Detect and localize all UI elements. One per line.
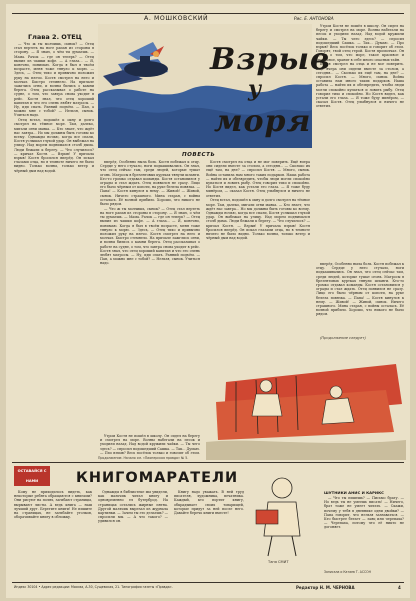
story-title-line1: Взрыв bbox=[210, 42, 331, 77]
story-column-2 bbox=[100, 160, 200, 430]
story-column-6 bbox=[316, 262, 404, 332]
feature-col1-text: Кому не приходилось видеть, как некоторые ребята обращаются с книгами? Они рисуют на полях, загибают страницы, вырывают листы. А ведь книга — наш лучший друг. Берегите книги! Не пишите на страницах, не загибайте уголков, оборачивайте книгу в обложку. bbox=[14, 490, 92, 520]
story-col4b-text: Костя смотрел на отца и не мог поверить. Ещё вчера они сидели вместе за столом, а сегодня... — Сколько их ещё там, на дне? — спросил Костя. — Много, сынок. Война оставила нам много таких подарков. Наша работа — найти их и обезвредить, чтобы люди могли спокойно купаться и ловить рыбу. Отец говорил тихо и спокойно. Но Костя видел, как устали его глаза. — Я тоже буду минёром, — сказал Костя. Отец улыбнулся и ничего не ответил. bbox=[316, 62, 404, 109]
section-divider bbox=[12, 462, 404, 463]
chapter-heading: Глава 2. ОТЕЦ bbox=[28, 33, 82, 41]
page-number: 4 bbox=[398, 585, 401, 590]
feature-signature: Таня СМИТ bbox=[268, 560, 289, 564]
jokes-column bbox=[324, 496, 404, 568]
section-badge: ОСТАВАЙСЯ С НАМИ bbox=[14, 466, 50, 486]
story-col2b-text: Отец встал, подошёл к окну и долго смотрел на тёмное море. Там, далеко, мигали огни маяка. — Кто знает, что ждёт нас завтра... Но мы должны быть готовы ко всему. Однажды ночью, когда все спали, Костя услышал глухой удар. Он выбежал на улицу. Над морем поднимался столб дыма. Люди бежали к берегу. — Что случилось? — кричал Костя. — Взрыв! У причала взрыв! Костя бросился вперёд. Он искал глазами отца, но в темноте ничего не было видно. Только волны, только ветер и чёрный дым над водой. bbox=[206, 198, 310, 241]
story-col1b-text: — Что ж ты молчишь, сынок? — Отец стал вертеть на ноге рапан из стороны в сторону. — Я знаю, о чём ты думаешь. — Мама. Рачок — где он теперь? — Отец выпил из чашки кофе. — А глаза... — Я, конечно, понимаю. Когда я был в твоём возрасте, меня тоже тянуло к морю. — Здесь, — Отец тихо и привычно положил руку на плечо. Костя смотрел на него и молчал. Быстро стемнело. На причале зажглись огни, и волны бились о камни берега. Отец рассказывал о работе на судне, о том, что завтра снова уходит в рейс. Костя знал, что отец хороший капитан и что его очень любят матросы. — Ну, иди спать. Ранний подъём. — Пап, а можно мне с тобой? — Нельзя, сынок. Учиться надо. bbox=[100, 206, 200, 266]
art-credit: Рис. Е. АНТОНОВА bbox=[294, 16, 334, 21]
story-col5-text: Утром Костя не пошёл в школу. Он сидел на берегу и смотрел на море. Волны набегали на песок и уходили назад. Над водой кружили чайки. — Ты чего здесь? — спросил подошедший Сашка. — Так... Думаю. — Про взрыв? Весь посёлок только и говорит об этом. Говорят, твой отец герой. Костя промолчал. Он думал о том, что море, такое красивое и спокойное, хранит в себе много опасных тайн. bbox=[316, 24, 404, 62]
title-illustration bbox=[98, 24, 331, 148]
boy-with-book-drawing bbox=[248, 466, 320, 558]
story-column-5 bbox=[316, 24, 404, 260]
story-column-1 bbox=[14, 42, 94, 454]
story-col3-text: вперёд. Особенно ныла боль. Костя побежал к отцу. Сердце у него стучало, ноги подкашивались. Он знал, что отец сейчас там, среди людей, которые тушат огонь. Матросы в брезентовых куртках тянули шланги. Кто-то громко отдавал команды. Костя остановился у ограды и стал ждать. Отец появился не сразу. Лицо его было чёрным от копоти, на руке белела повязка. — Папа! — Костя кинулся к нему. — Живой! — Живой, сынок. Ничего страшного. Мина старая, с войны осталась. Её волной прибило. Хорошо, что никого не было рядом. bbox=[100, 160, 200, 207]
top-rule bbox=[12, 13, 404, 14]
story-col4-text: Костя смотрел на отца и не мог поверить. Ещё вчера они сидели вместе за столом, а сегодня... — Сколько их ещё там, на дне? — спросил Костя. — Много, сынок. Война оставила нам много таких подарков. Наша работа — найти их и обезвредить, чтобы люди могли спокойно купаться и ловить рыбу. Отец говорил тихо и спокойно. Но Костя видел, как устали его глаза. — Я тоже буду минёром, — сказал Костя. Отец улыбнулся и ничего не ответил. bbox=[206, 160, 310, 198]
jokes-heading: ШУТНИКИ АНИС И КАРИКС bbox=[324, 490, 384, 495]
feature-heading: КНИГОМАРАТЕЛИ bbox=[76, 470, 239, 486]
continued-note: (Продолжение следует) bbox=[320, 336, 366, 340]
story-title-line3: моря bbox=[214, 104, 312, 139]
newspaper-page bbox=[6, 4, 410, 598]
story-column-3 bbox=[206, 160, 310, 288]
editor-credit: Редактор Н. М. ЧЕРНОВА bbox=[296, 585, 355, 590]
feature-column-2 bbox=[98, 490, 168, 582]
feature-col3-text: Книгу надо уважать. В ней труд писателя, художника, печатника. Каждый, кто портит книгу, обкрадывает своих товарищей, которые придут за ней после него. Давайте беречь книги вместе! bbox=[174, 490, 244, 516]
feature-column-1 bbox=[14, 490, 92, 582]
continuation-note: Продолжение. Начало см. «Пионерская правда» № 5. bbox=[98, 456, 189, 460]
footer-imprint: Индекс 30104 • Адрес редакции: Москва, А-30, Сущевская, 21. Типография газеты «Правда». bbox=[14, 585, 173, 589]
genre-label: ПОВЕСТЬ bbox=[182, 152, 216, 158]
story-col2-text: Отец встал, подошёл к окну и долго смотрел на тёмное море. Там, далеко, мигали огни маяка. — Кто знает, что ждёт нас завтра... Но мы должны быть готовы ко всему. Однажды ночью, когда все спали, Костя услышал глухой удар. Он выбежал на улицу. Над морем поднимался столб дыма. Люди бежали к берегу. — Что случилось? — кричал Костя. — Взрыв! У причала взрыв! Костя бросился вперёд. Он искал глазами отца, но в темноте ничего не было видно. Только волны, только ветер и чёрный дым над водой. bbox=[14, 118, 94, 173]
author-name: А. МОШКОВСКИЙ bbox=[144, 15, 209, 22]
beach-illustration bbox=[206, 342, 406, 460]
jokes-text: — Что ты пишешь? — Письмо брату. — Но ведь ты не умеешь писать! — Ничего, брат тоже не умеет читать. — Скажи, почему у тебя в дневнике одни двойки? — Папа говорит, что нельзя зазнаваться. — Кто быстрее бегает — заяц или черепаха? — Черепаха, потому что её никто не догоняет. bbox=[324, 496, 404, 530]
story-col1-text: — Что ж ты молчишь, сынок? — Отец стал вертеть на ноге рапан из стороны в сторону. — Я знаю, о чём ты думаешь. — Мама. Рачок — где он теперь? — Отец выпил из чашки кофе. — А глаза... — Я, конечно, понимаю. Когда я был в твоём возрасте, меня тоже тянуло к морю. — Здесь, — Отец тихо и привычно положил руку на плечо. Костя смотрел на него и молчал. Быстро стемнело. На причале зажглись огни, и волны бились о камни берега. Отец рассказывал о работе на судне, о том, что завтра снова уходит в рейс. Костя знал, что отец хороший капитан и что его очень любят матросы. — Ну, иди спать. Ранний подъём. — Пап, а можно мне с тобой? — Нельзя, сынок. Учиться надо. bbox=[14, 42, 94, 118]
feature-column-3 bbox=[174, 490, 244, 564]
story-title-line2: у bbox=[248, 76, 262, 102]
jokes-signature: Записала и Катаев Т. АССОН bbox=[324, 570, 371, 574]
feature-col2-text: Однажды в библиотеке мы увидели, как мальчик читал книгу и одновременно ел бутерброд. На страницах остались жирные пятна. Другой мальчик вырезал из журнала картинки. — Зачем ты это делаешь? — спросили мы. — А что такого? — удивился он. bbox=[98, 490, 168, 524]
story-column-2b bbox=[100, 434, 200, 454]
story-col5b-text: Утром Костя не пошёл в школу. Он сидел на берегу и смотрел на море. Волны набегали на песок и уходили назад. Над водой кружили чайки. — Ты чего здесь? — спросил подошедший Сашка. — Так... Думаю. — Про взрыв? Весь посёлок только и говорит об этом. bbox=[100, 434, 200, 454]
footer-rule bbox=[12, 582, 404, 583]
story-col3b-text: вперёд. Особенно ныла боль. Костя побежал к отцу. Сердце у него стучало, ноги подкашивались. Он знал, что отец сейчас там, среди людей, которые тушат огонь. Матросы в брезентовых куртках тянули шланги. Кто-то громко отдавал команды. Костя остановился у ограды и стал ждать. Отец появился не сразу. Лицо его было чёрным от копоти, на руке белела повязка. — Папа! — Костя кинулся к нему. — Живой! — Живой, сынок. Ничего страшного. Мина старая, с войны осталась. Её волной прибило. Хорошо, что никого не было рядом. bbox=[316, 262, 404, 317]
boys-on-beach-drawing bbox=[206, 342, 406, 460]
feature-illustration bbox=[248, 466, 320, 558]
